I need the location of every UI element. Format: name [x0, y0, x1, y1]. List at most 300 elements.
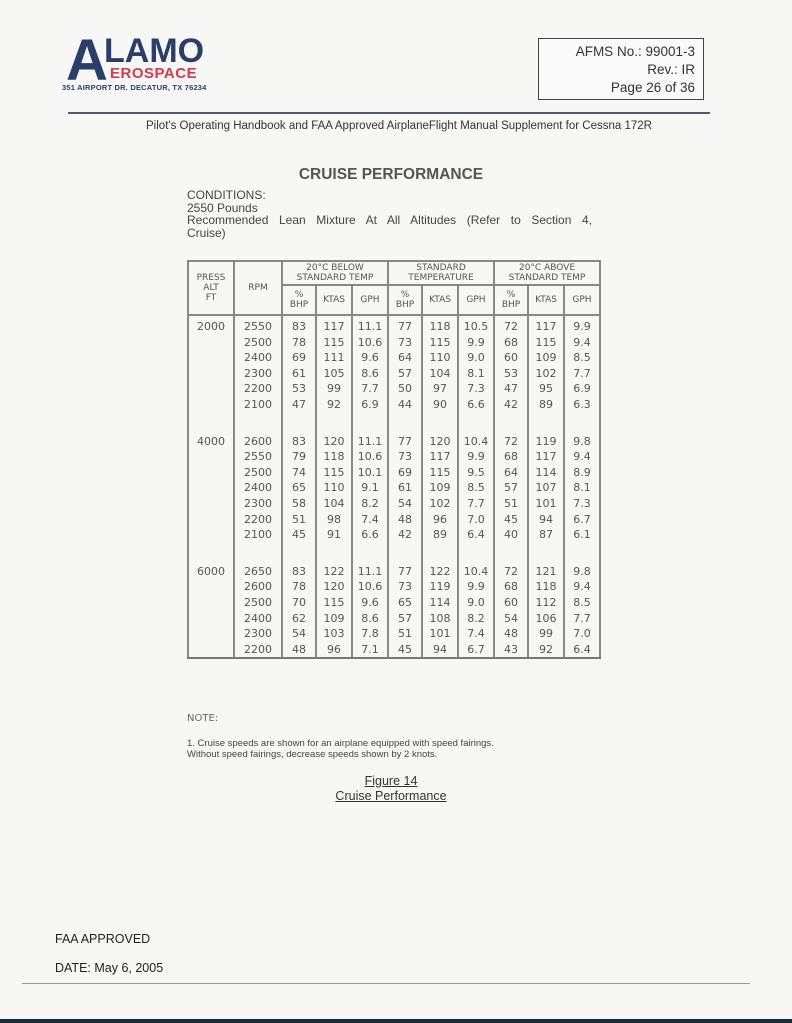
cell-above-gph: 6.1 [564, 527, 600, 543]
cell-std-bhp: 77 [388, 431, 422, 450]
header-group-above-line2: STANDARD TEMP [508, 273, 586, 283]
header-press-alt-line3: FT [205, 293, 217, 303]
table-row [188, 611, 600, 627]
cell-press-alt [188, 611, 234, 627]
cell-below-gph: 11.1 [352, 315, 388, 335]
cell-std-ktas: 102 [422, 496, 458, 512]
table-row [188, 449, 600, 465]
document-subtitle: Pilot's Operating Handbook and FAA Approved AirplaneFlight Manual Supplement for Cessna 172R [146, 120, 652, 132]
subheader-bhp-line2: BHP [501, 300, 521, 310]
subheader-ktas: KTAS [422, 285, 458, 315]
cell-below-bhp: 70 [282, 595, 316, 611]
cell-below-gph: 8.2 [352, 496, 388, 512]
cell-below-gph: 10.6 [352, 579, 388, 595]
cell-above-ktas: 99 [528, 626, 564, 642]
cell-below-bhp: 83 [282, 315, 316, 335]
subheader-gph: GPH [564, 285, 600, 315]
cell-std-bhp: 48 [388, 512, 422, 528]
cell-above-ktas: 94 [528, 512, 564, 528]
cell-std-bhp: 42 [388, 527, 422, 543]
company-logo [62, 28, 272, 96]
conditions-mixture-line2: Cruise) [187, 225, 226, 240]
table-row [188, 335, 600, 351]
cell-rpm: 2100 [234, 397, 282, 413]
table-row [188, 626, 600, 642]
afms-number: AFMS No.: 99001-3 [575, 44, 695, 59]
cell-press-alt [188, 350, 234, 366]
cell-rpm: 2600 [234, 579, 282, 595]
cell-rpm: 2500 [234, 465, 282, 481]
cell-above-gph: 7.3 [564, 496, 600, 512]
table-row [188, 642, 600, 659]
header-group-below-line1: 20°C BELOW [306, 263, 364, 273]
cell-above-ktas: 117 [528, 315, 564, 335]
cell-above-bhp: 42 [494, 397, 528, 413]
cell-std-bhp: 77 [388, 561, 422, 580]
table-row [188, 366, 600, 382]
header-group-above-std [494, 261, 600, 285]
cell-std-ktas: 109 [422, 480, 458, 496]
cell-above-gph: 6.7 [564, 512, 600, 528]
conditions-label: CONDITIONS: [187, 188, 266, 202]
subheader-gph: GPH [458, 285, 494, 315]
subheader-bhp-line2: BHP [289, 300, 309, 310]
cell-rpm: 2400 [234, 611, 282, 627]
cell-rpm: 2500 [234, 595, 282, 611]
cell-below-gph: 9.6 [352, 595, 388, 611]
subheader-ktas: KTAS [528, 285, 564, 315]
cell-std-bhp: 57 [388, 366, 422, 382]
cell-std-gph: 9.9 [458, 335, 494, 351]
cell-below-ktas: 99 [316, 381, 352, 397]
cell-press-alt [188, 480, 234, 496]
cell-press-alt [188, 579, 234, 595]
cell-above-ktas: 92 [528, 642, 564, 659]
cell-above-bhp: 72 [494, 561, 528, 580]
cell-rpm: 2550 [234, 449, 282, 465]
cell-rpm: 2200 [234, 512, 282, 528]
cell-std-ktas: 97 [422, 381, 458, 397]
cell-below-bhp: 53 [282, 381, 316, 397]
table-row [188, 381, 600, 397]
cell-above-gph: 9.8 [564, 431, 600, 450]
header-rpm: RPM [234, 261, 282, 315]
subheader-bhp-line1: % [294, 290, 304, 300]
cell-std-ktas: 115 [422, 335, 458, 351]
cell-std-gph: 10.4 [458, 431, 494, 450]
table-row [188, 512, 600, 528]
subheader-bhp [494, 285, 528, 315]
cell-std-ktas: 89 [422, 527, 458, 543]
spacer-cell [316, 413, 352, 431]
cell-below-gph: 10.1 [352, 465, 388, 481]
cell-std-bhp: 73 [388, 449, 422, 465]
subheader-gph: GPH [352, 285, 388, 315]
cell-std-ktas: 122 [422, 561, 458, 580]
cell-std-ktas: 114 [422, 595, 458, 611]
cell-below-ktas: 91 [316, 527, 352, 543]
spacer-cell [234, 413, 282, 431]
cell-above-bhp: 40 [494, 527, 528, 543]
cell-rpm: 2300 [234, 626, 282, 642]
cell-below-bhp: 62 [282, 611, 316, 627]
cruise-performance-table [187, 260, 601, 659]
conditions-block [187, 189, 592, 239]
page-bottom-edge [0, 1019, 792, 1023]
cell-above-gph: 7.0 [564, 626, 600, 642]
header-group-standard-line1: STANDARD [416, 263, 466, 273]
cell-std-gph: 10.5 [458, 315, 494, 335]
cell-above-gph: 9.4 [564, 449, 600, 465]
spacer-cell [388, 413, 422, 431]
cell-below-bhp: 61 [282, 366, 316, 382]
cell-rpm: 2600 [234, 431, 282, 450]
approval-date: DATE: May 6, 2005 [55, 961, 164, 975]
cell-std-ktas: 101 [422, 626, 458, 642]
logo-line2: EROSPACE [110, 65, 198, 82]
note-line1: 1. Cruise speeds are shown for an airplane equipped with speed fairings. [187, 738, 494, 749]
cell-std-bhp: 69 [388, 465, 422, 481]
cell-below-gph: 10.6 [352, 449, 388, 465]
note-label: NOTE: [187, 713, 219, 724]
header-group-standard-line2: TEMPERATURE [408, 273, 474, 283]
cell-above-gph: 8.5 [564, 595, 600, 611]
cell-above-ktas: 117 [528, 449, 564, 465]
spacer-cell [282, 543, 316, 561]
cell-below-ktas: 98 [316, 512, 352, 528]
figure-caption [186, 774, 596, 804]
cell-above-ktas: 101 [528, 496, 564, 512]
cell-std-bhp: 54 [388, 496, 422, 512]
cell-below-ktas: 111 [316, 350, 352, 366]
cell-std-gph: 10.4 [458, 561, 494, 580]
cell-std-ktas: 110 [422, 350, 458, 366]
table-row [188, 561, 600, 580]
cell-below-gph: 8.6 [352, 611, 388, 627]
cell-press-alt: 2000 [188, 315, 234, 335]
cell-above-bhp: 72 [494, 315, 528, 335]
spacer-cell [188, 413, 234, 431]
cell-below-ktas: 122 [316, 561, 352, 580]
cell-above-bhp: 57 [494, 480, 528, 496]
subheader-bhp [388, 285, 422, 315]
cell-press-alt [188, 595, 234, 611]
cell-press-alt [188, 527, 234, 543]
cell-std-ktas: 117 [422, 449, 458, 465]
page-number: Page 26 of 36 [610, 80, 695, 95]
cell-above-bhp: 68 [494, 335, 528, 351]
cell-below-gph: 8.6 [352, 366, 388, 382]
logo-initial: A [66, 28, 108, 93]
cell-below-gph: 11.1 [352, 561, 388, 580]
cell-below-gph: 10.6 [352, 335, 388, 351]
cell-std-ktas: 115 [422, 465, 458, 481]
spacer-cell [352, 543, 388, 561]
table-row [188, 480, 600, 496]
spacer-cell [316, 543, 352, 561]
cell-above-bhp: 51 [494, 496, 528, 512]
cell-above-ktas: 89 [528, 397, 564, 413]
cell-below-ktas: 105 [316, 366, 352, 382]
cell-std-ktas: 120 [422, 431, 458, 450]
cell-std-gph: 9.5 [458, 465, 494, 481]
cell-above-gph: 8.1 [564, 480, 600, 496]
conditions-mixture-line1: Recommended Lean Mixture At All Altitudes (Refer to Section 4, [187, 213, 592, 227]
cell-press-alt [188, 335, 234, 351]
subheader-bhp-line1: % [506, 290, 516, 300]
cell-above-bhp: 60 [494, 595, 528, 611]
logo-line1: LAMO [104, 32, 205, 70]
cell-std-gph: 6.4 [458, 527, 494, 543]
cell-std-bhp: 45 [388, 642, 422, 659]
cell-press-alt: 4000 [188, 431, 234, 450]
cell-above-ktas: 87 [528, 527, 564, 543]
cell-above-gph: 7.7 [564, 366, 600, 382]
cell-above-ktas: 119 [528, 431, 564, 450]
cell-above-ktas: 114 [528, 465, 564, 481]
cell-std-gph: 7.4 [458, 626, 494, 642]
cell-std-gph: 7.0 [458, 512, 494, 528]
section-title: CRUISE PERFORMANCE [298, 166, 484, 183]
cell-above-gph: 9.4 [564, 335, 600, 351]
cell-above-bhp: 45 [494, 512, 528, 528]
cell-std-bhp: 44 [388, 397, 422, 413]
cell-above-ktas: 95 [528, 381, 564, 397]
figure-number: Figure 14 [364, 774, 418, 788]
cell-above-bhp: 64 [494, 465, 528, 481]
cell-above-ktas: 102 [528, 366, 564, 382]
cell-std-gph: 7.7 [458, 496, 494, 512]
block-spacer-row [188, 543, 600, 561]
conditions-weight: 2550 Pounds [187, 200, 258, 215]
cell-below-bhp: 58 [282, 496, 316, 512]
table-row [188, 527, 600, 543]
cell-above-bhp: 68 [494, 579, 528, 595]
subheader-bhp-line1: % [400, 290, 410, 300]
cell-above-bhp: 48 [494, 626, 528, 642]
cell-below-gph: 7.1 [352, 642, 388, 659]
cell-above-bhp: 60 [494, 350, 528, 366]
cell-std-ktas: 108 [422, 611, 458, 627]
cell-above-ktas: 115 [528, 335, 564, 351]
afms-info-box [538, 38, 704, 100]
cell-below-gph: 11.1 [352, 431, 388, 450]
cell-rpm: 2550 [234, 315, 282, 335]
cell-above-gph: 6.3 [564, 397, 600, 413]
cell-rpm: 2650 [234, 561, 282, 580]
header-divider [68, 112, 710, 114]
spacer-cell [528, 413, 564, 431]
figure-title: Cruise Performance [335, 789, 447, 803]
cell-above-gph: 6.9 [564, 381, 600, 397]
cell-std-gph: 6.6 [458, 397, 494, 413]
cell-std-gph: 6.7 [458, 642, 494, 659]
spacer-cell [422, 413, 458, 431]
cell-below-bhp: 78 [282, 579, 316, 595]
cell-below-bhp: 54 [282, 626, 316, 642]
cell-std-gph: 8.2 [458, 611, 494, 627]
spacer-cell [282, 413, 316, 431]
cell-below-ktas: 120 [316, 431, 352, 450]
cell-std-gph: 9.0 [458, 350, 494, 366]
spacer-cell [388, 543, 422, 561]
cell-below-ktas: 104 [316, 496, 352, 512]
cell-std-gph: 9.9 [458, 579, 494, 595]
cell-below-ktas: 103 [316, 626, 352, 642]
cell-press-alt: 6000 [188, 561, 234, 580]
header-group-standard [388, 261, 494, 285]
cell-below-gph: 7.8 [352, 626, 388, 642]
cell-rpm: 2200 [234, 642, 282, 659]
note-line2: Without speed fairings, decrease speeds shown by 2 knots. [187, 749, 438, 760]
table-row [188, 595, 600, 611]
cell-below-ktas: 120 [316, 579, 352, 595]
cell-rpm: 2400 [234, 480, 282, 496]
table-row [188, 465, 600, 481]
header-press-alt [188, 261, 234, 315]
cell-std-ktas: 90 [422, 397, 458, 413]
cell-rpm: 2100 [234, 527, 282, 543]
cell-above-ktas: 109 [528, 350, 564, 366]
cell-std-gph: 8.5 [458, 480, 494, 496]
cell-rpm: 2500 [234, 335, 282, 351]
cell-rpm: 2400 [234, 350, 282, 366]
cell-below-ktas: 115 [316, 465, 352, 481]
cell-rpm: 2300 [234, 366, 282, 382]
cell-below-gph: 6.9 [352, 397, 388, 413]
cell-below-bhp: 83 [282, 561, 316, 580]
cell-std-bhp: 73 [388, 579, 422, 595]
cell-below-bhp: 74 [282, 465, 316, 481]
cell-below-gph: 9.1 [352, 480, 388, 496]
cell-above-ktas: 107 [528, 480, 564, 496]
header-press-alt-line2: ALT [203, 283, 219, 293]
cell-std-gph: 9.9 [458, 449, 494, 465]
subheader-bhp-line2: BHP [395, 300, 415, 310]
cell-std-gph: 9.0 [458, 595, 494, 611]
cell-std-bhp: 61 [388, 480, 422, 496]
spacer-cell [422, 543, 458, 561]
header-group-above-line1: 20°C ABOVE [518, 263, 576, 273]
cell-std-ktas: 118 [422, 315, 458, 335]
cell-above-gph: 9.8 [564, 561, 600, 580]
cell-below-bhp: 65 [282, 480, 316, 496]
cell-std-bhp: 57 [388, 611, 422, 627]
cell-press-alt [188, 449, 234, 465]
header-press-alt-line1: PRESS [196, 273, 226, 283]
cell-std-ktas: 94 [422, 642, 458, 659]
cell-press-alt [188, 496, 234, 512]
cell-below-bhp: 83 [282, 431, 316, 450]
cell-press-alt [188, 381, 234, 397]
cell-below-ktas: 117 [316, 315, 352, 335]
header-group-below-line2: STANDARD TEMP [296, 273, 374, 283]
cell-below-bhp: 69 [282, 350, 316, 366]
spacer-cell [564, 413, 600, 431]
subheader-ktas: KTAS [316, 285, 352, 315]
spacer-cell [564, 543, 600, 561]
note-text [187, 738, 494, 760]
cell-above-ktas: 118 [528, 579, 564, 595]
table-row [188, 431, 600, 450]
cell-above-bhp: 68 [494, 449, 528, 465]
spacer-cell [458, 413, 494, 431]
cell-below-bhp: 51 [282, 512, 316, 528]
cell-press-alt [188, 397, 234, 413]
cell-above-ktas: 112 [528, 595, 564, 611]
cell-below-ktas: 118 [316, 449, 352, 465]
cell-std-gph: 8.1 [458, 366, 494, 382]
table-row [188, 315, 600, 335]
cell-above-bhp: 47 [494, 381, 528, 397]
cell-below-ktas: 115 [316, 335, 352, 351]
cell-rpm: 2200 [234, 381, 282, 397]
cell-std-bhp: 65 [388, 595, 422, 611]
cell-below-gph: 6.6 [352, 527, 388, 543]
cell-below-bhp: 47 [282, 397, 316, 413]
cell-below-ktas: 115 [316, 595, 352, 611]
cell-below-ktas: 109 [316, 611, 352, 627]
table-row [188, 579, 600, 595]
table-row [188, 496, 600, 512]
cell-std-ktas: 119 [422, 579, 458, 595]
cell-below-bhp: 78 [282, 335, 316, 351]
revision: Rev.: IR [647, 62, 695, 77]
cell-above-bhp: 53 [494, 366, 528, 382]
cell-above-bhp: 72 [494, 431, 528, 450]
footer-divider [22, 983, 750, 984]
cell-std-ktas: 96 [422, 512, 458, 528]
cell-below-bhp: 79 [282, 449, 316, 465]
cell-std-gph: 7.3 [458, 381, 494, 397]
company-address: 351 AIRPORT DR. DECATUR, TX 76234 [62, 83, 207, 92]
cell-below-gph: 7.7 [352, 381, 388, 397]
faa-approved-label: FAA APPROVED [55, 932, 151, 946]
cell-press-alt [188, 626, 234, 642]
spacer-cell [458, 543, 494, 561]
spacer-cell [188, 543, 234, 561]
cell-above-bhp: 54 [494, 611, 528, 627]
cell-std-bhp: 77 [388, 315, 422, 335]
cell-above-ktas: 121 [528, 561, 564, 580]
spacer-cell [494, 413, 528, 431]
header-group-below-std [282, 261, 388, 285]
spacer-cell [234, 543, 282, 561]
cell-above-gph: 9.9 [564, 315, 600, 335]
cell-below-ktas: 110 [316, 480, 352, 496]
cell-above-gph: 9.4 [564, 579, 600, 595]
cell-std-bhp: 50 [388, 381, 422, 397]
cell-above-gph: 8.5 [564, 350, 600, 366]
cell-below-bhp: 45 [282, 527, 316, 543]
cell-press-alt [188, 465, 234, 481]
block-spacer-row [188, 413, 600, 431]
cell-rpm: 2300 [234, 496, 282, 512]
cell-below-gph: 9.6 [352, 350, 388, 366]
table-row [188, 397, 600, 413]
cell-above-gph: 7.7 [564, 611, 600, 627]
cell-press-alt [188, 642, 234, 659]
cell-above-gph: 6.4 [564, 642, 600, 659]
cell-press-alt [188, 512, 234, 528]
cell-std-bhp: 64 [388, 350, 422, 366]
spacer-cell [528, 543, 564, 561]
cell-std-bhp: 73 [388, 335, 422, 351]
spacer-cell [352, 413, 388, 431]
cell-below-gph: 7.4 [352, 512, 388, 528]
cell-below-ktas: 92 [316, 397, 352, 413]
cell-press-alt [188, 366, 234, 382]
